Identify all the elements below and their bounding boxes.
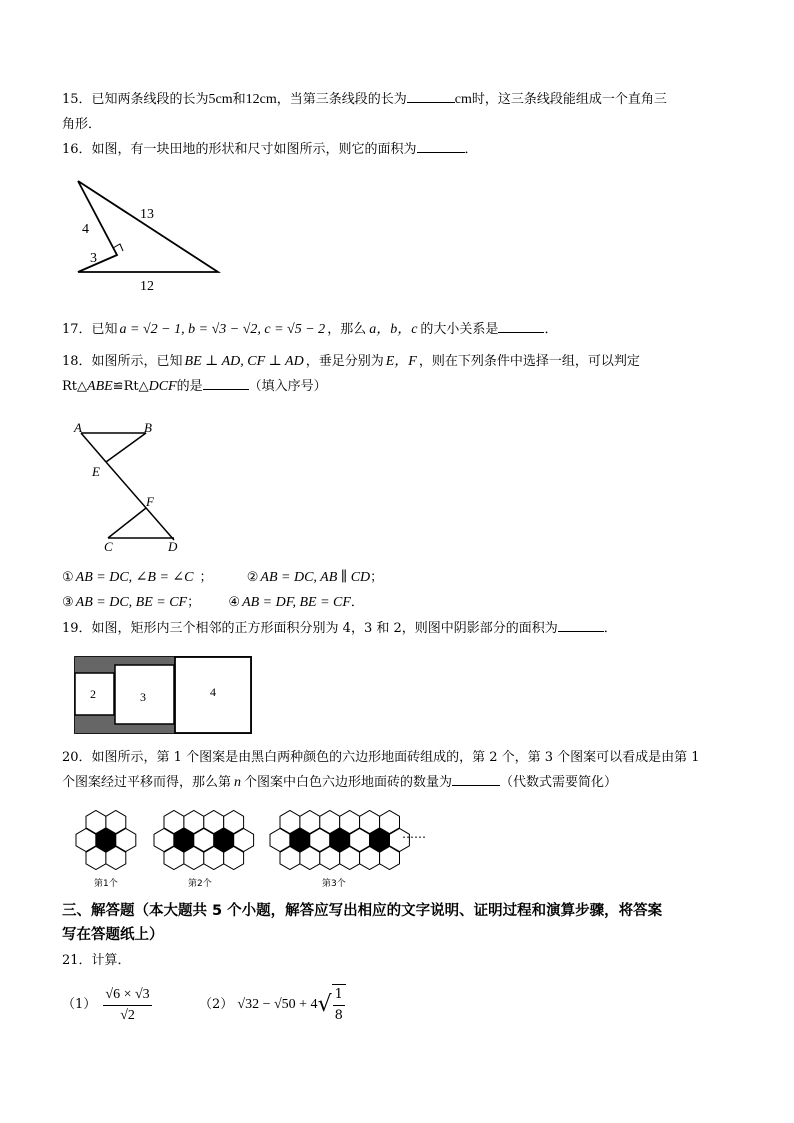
q19-rectangle-figure — [72, 654, 254, 736]
q16-end: ． — [464, 142, 478, 157]
question-21: 21．计算． — [62, 953, 131, 968]
q18-option2-text: AB = DC, AB ∥ CD — [260, 570, 371, 585]
q21-part2-numerator: 1 — [333, 985, 345, 1006]
q16-field-outline — [78, 181, 218, 272]
sqrt-icon: √ — [317, 992, 332, 1017]
q18-option4-text: AB = DF, BE = CF — [242, 595, 351, 610]
q18-segment-fc — [108, 508, 146, 538]
q21-part2-expression: √32 − √50 + 4 — [237, 997, 318, 1012]
question-20: 20．如图所示，第 1 个图案是由黑白两种颜色的六边形地面砖组成的，第 2 个，第 3 个图案可以看成是由第 1 — [62, 750, 700, 765]
q18-text-a: 18．如图所示，已知 — [62, 354, 183, 369]
q21-part1-label: （1） — [62, 997, 97, 1012]
q16-label-4: 4 — [82, 222, 89, 237]
q17-mid: ，那么 — [327, 322, 367, 337]
q18-figure — [66, 418, 196, 558]
q18-text-c: ，则在下列条件中选择一组，可以判定 — [418, 354, 640, 369]
q18-option1-num: ① — [62, 570, 74, 585]
q15-text-3: 时，这三条线段能组成一个直角三 — [471, 92, 667, 107]
q18-option2-num: ② — [246, 570, 259, 585]
q15-unit: cm — [454, 92, 472, 107]
q19-answer-blank[interactable] — [558, 617, 604, 632]
q18-point-a: A — [74, 420, 82, 435]
q18-point-e: E — [92, 464, 100, 479]
q16-triangle-figure — [70, 176, 235, 296]
question-19 — [62, 617, 742, 641]
q15-len2: 12cm — [245, 92, 277, 107]
q19-text: 19．如图，矩形内三个相邻的正方形面积分别为 4，3 和 2，则图中阴影部分的面积为 — [62, 621, 558, 636]
q18-segment-ae — [81, 433, 106, 462]
q18-triangle2: DCF — [148, 379, 177, 394]
q19-label-3: 3 — [140, 690, 146, 704]
q21-part2-label: （2） — [198, 997, 234, 1012]
q20-caption-2: 第2个 — [188, 879, 212, 889]
q18-rt1: Rt△ — [62, 379, 88, 394]
q19-label-4: 4 — [210, 685, 216, 699]
q18-option2-sep: ； — [370, 570, 384, 585]
q20-text-c: （代数式需要简化） — [500, 775, 618, 790]
q15-text-1: 15．已知两条线段的长为 — [62, 92, 209, 107]
white-hexagon-tile — [184, 811, 204, 834]
q20-pattern-2 — [154, 811, 254, 870]
q16-label-12: 12 — [140, 279, 154, 294]
q18-option3-num: ③ — [62, 595, 74, 610]
q18-triangle1: ABE — [87, 379, 113, 394]
q19-end: ． — [603, 621, 617, 636]
q18-point-d: D — [168, 539, 178, 554]
q20-hexagon-patterns — [66, 804, 436, 890]
q18-option4-num: ④ — [228, 595, 241, 610]
q18-congruent-sign: ≌ — [112, 379, 124, 394]
q18-option3-text: AB = DC, BE = CF — [75, 595, 188, 610]
q21-part2-denominator: 8 — [334, 1008, 343, 1023]
white-hexagon-tile — [224, 811, 244, 834]
q16-label-3: 3 — [90, 251, 97, 266]
q21-parts — [62, 984, 742, 1026]
q17-end: ． — [544, 322, 558, 337]
q16-label-13: 13 — [140, 207, 154, 222]
q15-and: 和 — [232, 92, 246, 107]
q18-option1-text: AB = DC, ∠B = ∠C — [75, 570, 194, 585]
question-20-line2 — [62, 771, 742, 795]
q18-option4-sep: ． — [350, 595, 364, 610]
q20-ellipsis: …… — [402, 827, 426, 841]
q18-condition: BE ⊥ AD, CF ⊥ AD — [184, 354, 304, 369]
white-hexagon-tile — [86, 811, 106, 834]
section-3-heading-line2: 写在答题纸上） — [62, 927, 164, 943]
q15-answer-blank[interactable] — [407, 88, 455, 103]
q15-len1: 5cm — [208, 92, 233, 107]
white-hexagon-tile — [280, 811, 300, 834]
q21-part1-fraction — [103, 985, 151, 1026]
q21-part1-denominator: √2 — [120, 1007, 135, 1023]
q20-n: n — [234, 775, 242, 790]
q19-label-2: 2 — [90, 687, 96, 701]
q16-text: 16．如图，有一块田地的形状和尺寸如图所示，则它的面积为 — [62, 142, 417, 157]
q18-option3-sep: ； — [187, 595, 201, 610]
q18-segment-be — [106, 433, 146, 462]
question-18-line2 — [62, 375, 742, 399]
q21-part2-fraction — [332, 984, 346, 1026]
q20-caption-1: 第1个 — [94, 879, 118, 889]
q17-vars: a，b，c — [369, 322, 418, 337]
q17-definitions: a = √2 − 1, b = √3 − √2, c = √5 − 2 — [119, 322, 326, 337]
q20-caption-3: 第3个 — [322, 879, 346, 889]
question-18 — [62, 350, 742, 374]
white-hexagon-tile — [360, 811, 380, 834]
question-17 — [62, 318, 742, 342]
question-16 — [62, 138, 742, 162]
q18-rt2: Rt△ — [123, 379, 149, 394]
q20-pattern-3 — [270, 811, 409, 870]
q21-part1-numerator: √6 × √3 — [103, 985, 151, 1006]
q20-answer-blank[interactable] — [452, 771, 500, 786]
white-hexagon-tile — [320, 811, 340, 834]
q18-options-row1 — [62, 566, 742, 590]
q18-answer-blank[interactable] — [203, 375, 249, 390]
q17-prefix: 17．已知 — [62, 322, 118, 337]
question-15 — [62, 88, 742, 112]
q17-answer-blank[interactable] — [498, 318, 544, 333]
q18-feet: E，F — [385, 354, 417, 369]
q18-segment-ed — [106, 462, 174, 540]
white-hexagon-tile — [204, 811, 224, 834]
section-3-heading: 三、解答题（本大题共 5 个小题，解答应写出相应的文字说明、证明过程和演算步骤，将答案 — [62, 903, 663, 919]
q15-text-2: ，当第三条线段的长为 — [276, 92, 407, 107]
q18-options-row2 — [62, 591, 742, 615]
white-hexagon-tile — [340, 811, 360, 834]
white-hexagon-tile — [106, 811, 126, 834]
q18-point-f: F — [146, 494, 154, 509]
q18-point-b: B — [144, 420, 152, 435]
q16-answer-blank[interactable] — [417, 138, 465, 153]
q18-text-d: 的是 — [176, 379, 203, 394]
question-15-line2: 角形． — [62, 117, 102, 132]
q20-text-a: 个图案经过平移而得，那么第 — [62, 775, 232, 790]
q18-text-b: ，垂足分别为 — [305, 354, 384, 369]
q18-point-c: C — [104, 539, 113, 554]
q20-pattern-1 — [76, 811, 136, 870]
q17-suffix: 的大小关系是 — [420, 322, 499, 337]
q18-fill-hint: （填入序号） — [248, 379, 327, 394]
white-hexagon-tile — [164, 811, 184, 834]
white-hexagon-tile — [300, 811, 320, 834]
white-hexagon-tile — [380, 811, 400, 834]
q18-option1-sep: ； — [199, 570, 213, 585]
q20-text-b: 个图案中白色六边形地面砖的数量为 — [244, 775, 453, 790]
